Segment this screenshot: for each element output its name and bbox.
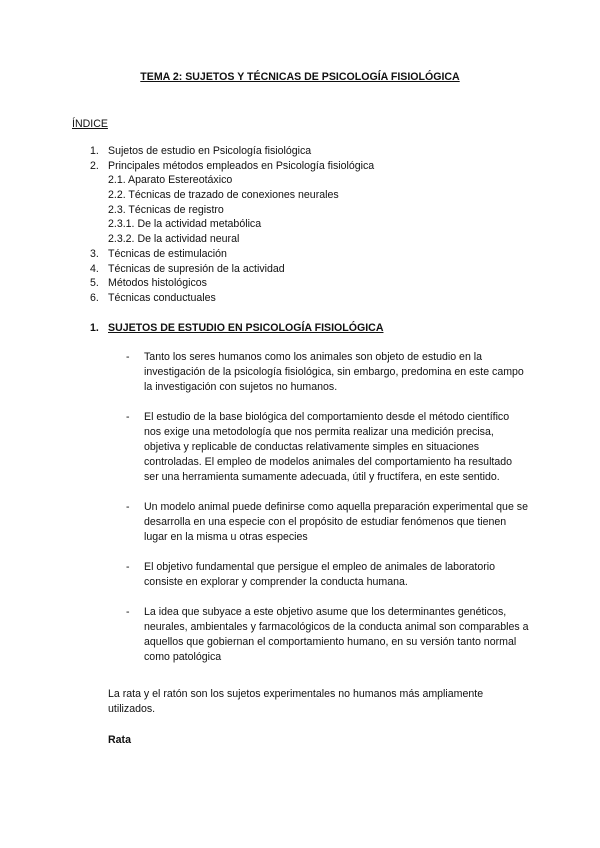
toc-subitem: [0, 188, 600, 203]
bullet-dash: -: [126, 411, 130, 423]
list-item: [0, 350, 600, 395]
document-title: TEMA 2: SUJETOS Y TÉCNICAS DE PSICOLOGÍA FISIOLÓGICA: [140, 71, 460, 83]
bullet-text: Tanto los seres humanos como los animales son objeto de estudio en la investigación de la psicología fisiológica, sin embargo, predomina en este campo la investigación con sujetos no humanos.: [144, 351, 524, 393]
bullet-list: [0, 350, 600, 680]
toc-item: [0, 291, 600, 306]
toc-subitem-label: 2.3. Técnicas de registro: [108, 203, 224, 216]
closing-paragraph: La rata y el ratón son los sujetos experimentales no humanos más ampliamente utilizados.: [108, 688, 484, 715]
toc-subitem-label: 2.1. Aparato Estereotáxico: [108, 174, 233, 187]
subsection-heading: Rata: [108, 734, 131, 746]
toc-subitem: [0, 173, 600, 188]
toc-item-number: 3.: [90, 247, 99, 260]
toc-item-label: Técnicas de supresión de la actividad: [108, 262, 285, 275]
toc-subitem-label: 2.3.1. De la actividad metabólica: [108, 218, 262, 231]
section-heading: [90, 321, 383, 336]
bullet-dash: -: [126, 561, 130, 573]
bullet-dash: -: [126, 606, 130, 618]
toc-item-label: Técnicas conductuales: [108, 291, 216, 304]
bullet-text: El estudio de la base biológica del comportamiento desde el método científico nos exige una metodología que nos permita realizar una medición precisa, objetiva y replicable de conductas relativamente simples en situaciones controladas. El empleo de modelos animales del comportamiento ha resultado ser una herramienta sumamente adecuada, útil y fructífera, en este sentido.: [144, 411, 513, 483]
bullet-dash: -: [126, 351, 130, 363]
toc-subitem: [0, 203, 600, 218]
toc-item-label: Métodos histológicos: [108, 277, 207, 290]
toc-item-label: Principales métodos empleados en Psicología fisiológica: [108, 159, 375, 172]
toc-subitem: [0, 232, 600, 247]
section-number: 1.: [90, 322, 99, 334]
toc-item: [0, 276, 600, 291]
index-heading: ÍNDICE: [72, 118, 108, 130]
toc-item-label: Sujetos de estudio en Psicología fisiológica: [108, 145, 312, 157]
list-item: [0, 410, 600, 485]
list-item: [0, 560, 600, 590]
toc-item-number: 5.: [90, 277, 99, 290]
toc-item-number: 1.: [90, 145, 99, 157]
toc-item-number: 6.: [90, 291, 99, 304]
toc-subitem-label: 2.2. Técnicas de trazado de conexiones neurales: [108, 189, 339, 202]
list-item: [0, 605, 600, 665]
toc-item: [0, 247, 600, 262]
bullet-text: El objetivo fundamental que persigue el empleo de animales de laboratorio consiste en explorar y comprender la conducta humana.: [144, 561, 495, 588]
toc-item-number: 4.: [90, 262, 99, 275]
toc-item: [0, 144, 600, 159]
bullet-dash: -: [126, 501, 130, 513]
toc-subitem-label: 2.3.2. De la actividad neural: [108, 233, 240, 246]
bullet-text: La idea que subyace a este objetivo asume que los determinantes genéticos, neurales, ambientales y farmacológicos de la conducta animal son comparables a aquellos que gobiernan el comportamiento humano, en su versión tanto normal como patológica: [144, 606, 529, 663]
list-item: [0, 500, 600, 545]
toc-item: [0, 262, 600, 277]
bullet-text: Un modelo animal puede definirse como aquella preparación experimental que se desarrolla en una especie con el propósito de estudiar fenómenos que tienen lugar en la misma u otras especies: [144, 501, 528, 543]
table-of-contents: [0, 144, 600, 306]
section-title: SUJETOS DE ESTUDIO EN PSICOLOGÍA FISIOLÓGICA: [108, 322, 384, 334]
toc-item-number: 2.: [90, 159, 99, 172]
toc-subitem: [0, 217, 600, 232]
toc-item: [0, 159, 600, 174]
toc-item-label: Técnicas de estimulación: [108, 247, 227, 260]
